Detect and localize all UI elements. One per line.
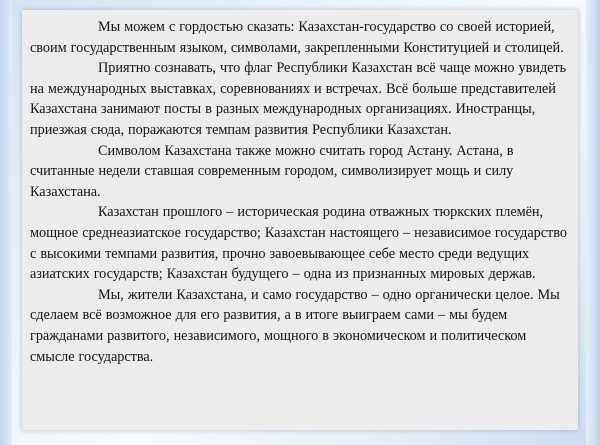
paragraph-international-recognition: Приятно сознавать, что флаг Республики Казахстан всё чаще можно увидеть на международных выставках, соревнованиях и встречах. Всё больше представителей Казахстана занимают посты в разных международных организациях. Иностранцы, приезжая сюда, поражаются темпам развития Республики Казахстан. — [30, 60, 567, 138]
paragraph-astana-symbol: Символом Казахстана также можно считать город Астану. Астана, в считанные недели ставшая современным городом, символизирует мощь и силу Казахстана. — [30, 142, 514, 200]
text-card — [22, 10, 578, 430]
paragraph-pride-statement: Мы можем с гордостью сказать: Казахстан-государство со своей историей, своим государственным языком, символами, закрепленными Конституцией и столицей. — [30, 19, 564, 56]
slide-frame-left-edge — [0, 0, 12, 445]
paragraph-unity: Мы, жители Казахстана, и само государство – одно органически целое. Мы сделаем всё возможное для его развития, а в итоге выиграем сами – мы будем гражданами развитого, независимого, мощного в экономическом и политическом смысле государства. — [30, 286, 560, 365]
text-body — [30, 17, 570, 367]
paragraph-past-present-future: Казахстан прошлого – историческая родина отважных тюркских племён, мощное среднеазиатское государство; Казахстан настоящего – независимое государство с высокими темпами развития, прочно завоевывающее себе место среди ведущих азиатских государств; Казахстан будущего – одна из признанных мировых держав. — [30, 204, 567, 283]
slide-frame-right-edge — [586, 0, 600, 445]
